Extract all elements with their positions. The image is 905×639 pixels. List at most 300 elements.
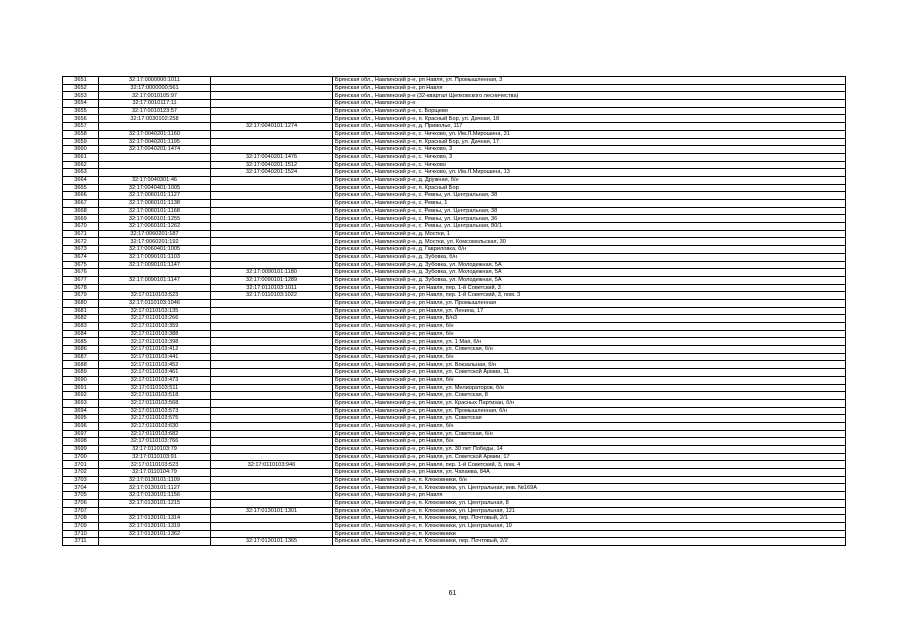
cadastral-number-cell: 32:17:0130101:1319 — [99, 522, 211, 530]
row-number-cell: 3687 — [63, 353, 99, 361]
cadastral-number-cell: 32:17:0110103:573 — [99, 407, 211, 415]
address-cell: Брянская обл., Навлинский р-н, рп Навля, ул. Советской Армии, 17 — [333, 453, 846, 461]
address-cell: Брянская обл., Навлинский р-н, д. Мостки, ул. Комсомольская, 30 — [333, 238, 846, 246]
address-cell: Брянская обл., Навлинский р-н, п. Клюковники — [333, 530, 846, 538]
object-cadastral-number-cell — [211, 453, 333, 461]
table-row — [63, 284, 846, 292]
object-cadastral-number-cell — [211, 399, 333, 407]
object-cadastral-number-cell — [211, 438, 333, 446]
row-number-cell: 3691 — [63, 384, 99, 392]
cadastral-number-cell: 32:17:0110103:461 — [99, 369, 211, 377]
cadastral-number-cell: 32:17:0060101:1127 — [99, 192, 211, 200]
address-cell: Брянская обл., Навлинский р-н, д. Зубовка, ул. Молодежная, 5А — [333, 261, 846, 269]
cadastral-number-cell: 32:17:0090101:1147 — [99, 261, 211, 269]
row-number-cell: 3696 — [63, 422, 99, 430]
address-cell: Брянская обл., Навлинский р-н, п. Клюковники, пер. Почтовый, 2/1 — [333, 515, 846, 523]
row-number-cell: 3698 — [63, 438, 99, 446]
address-cell: Брянская обл., Навлинский р-н, рп Навля, ул. Чапаева, 84А — [333, 469, 846, 477]
row-number-cell: 3701 — [63, 461, 99, 469]
cadastral-number-cell: 32:17:0110103:1046 — [99, 299, 211, 307]
address-cell: Брянская обл., Навлинский р-н, рп Навля, ул. Промышленная — [333, 299, 846, 307]
cadastral-number-cell: 32:17:0110103:575 — [99, 415, 211, 423]
cadastral-number-cell: 32:17:0130101:1215 — [99, 499, 211, 507]
address-cell: Брянская обл., Навлинский р-н, с. Ревны, ул. Центральная, 38 — [333, 192, 846, 200]
address-cell: Брянская обл., Навлинский р-н, п. Клюковники, ул. Центральная, 10 — [333, 522, 846, 530]
table-row — [63, 446, 846, 454]
cadastral-number-cell: 32:17:0110103:398 — [99, 338, 211, 346]
row-number-cell: 3704 — [63, 484, 99, 492]
row-number-cell: 3689 — [63, 369, 99, 377]
table-row — [63, 430, 846, 438]
table-row — [63, 207, 846, 215]
table-row — [63, 176, 846, 184]
table-row — [63, 246, 846, 254]
cadastral-number-cell — [99, 169, 211, 177]
cadastral-number-cell — [99, 123, 211, 131]
table-row — [63, 292, 846, 300]
object-cadastral-number-cell: 32:17:0040201:1512 — [211, 161, 333, 169]
object-cadastral-number-cell — [211, 415, 333, 423]
table-row — [63, 499, 846, 507]
cadastral-number-cell: 32:17:0110103:359 — [99, 323, 211, 331]
cadastral-number-cell: 32:17:0060101:1262 — [99, 223, 211, 231]
object-cadastral-number-cell — [211, 346, 333, 354]
object-cadastral-number-cell — [211, 107, 333, 115]
row-number-cell: 3656 — [63, 115, 99, 123]
row-number-cell: 3660 — [63, 146, 99, 154]
address-cell: Брянская обл., Навлинский р-н, п. Клюковники, б/н — [333, 476, 846, 484]
object-cadastral-number-cell: 32:17:0130101:1365 — [211, 538, 333, 546]
object-cadastral-number-cell — [211, 100, 333, 108]
row-number-cell: 3684 — [63, 330, 99, 338]
address-cell: Брянская обл., Навлинский р-н, рп Навля, ул. Мелиораторов, б/н — [333, 384, 846, 392]
table-row — [63, 422, 846, 430]
row-number-cell: 3688 — [63, 361, 99, 369]
object-cadastral-number-cell — [211, 261, 333, 269]
table-row — [63, 315, 846, 323]
cadastral-number-cell: 32:17:0010123:57 — [99, 107, 211, 115]
row-number-cell: 3708 — [63, 515, 99, 523]
table-row — [63, 200, 846, 208]
table-row — [63, 261, 846, 269]
address-cell: Брянская обл., Навлинский р-н, д. Гавриловка, б/н — [333, 246, 846, 254]
row-number-cell: 3703 — [63, 476, 99, 484]
row-number-cell: 3702 — [63, 469, 99, 477]
table-row — [63, 238, 846, 246]
object-cadastral-number-cell — [211, 92, 333, 100]
object-cadastral-number-cell — [211, 192, 333, 200]
address-cell: Брянская обл., Навлинский р-н (32-квартал Щепковского лесничества) — [333, 92, 846, 100]
cadastral-number-cell: 32:17:0110103:766 — [99, 438, 211, 446]
table-row — [63, 461, 846, 469]
row-number-cell: 3672 — [63, 238, 99, 246]
table-row — [63, 538, 846, 546]
address-cell: Брянская обл., Навлинский р-н, рп Навля, ул. Промышленная, б/н — [333, 407, 846, 415]
cadastral-number-cell: 32:17:0060101:1138 — [99, 200, 211, 208]
row-number-cell: 3699 — [63, 446, 99, 454]
table-row — [63, 153, 846, 161]
row-number-cell: 3710 — [63, 530, 99, 538]
row-number-cell: 3667 — [63, 200, 99, 208]
table-row — [63, 469, 846, 477]
object-cadastral-number-cell — [211, 138, 333, 146]
object-cadastral-number-cell — [211, 238, 333, 246]
row-number-cell: 3654 — [63, 100, 99, 108]
object-cadastral-number-cell — [211, 369, 333, 377]
address-cell: Брянская обл., Навлинский р-н, рп Навля, пер. 1-й Советский, 3, пом. 4 — [333, 461, 846, 469]
object-cadastral-number-cell — [211, 130, 333, 138]
object-cadastral-number-cell — [211, 522, 333, 530]
address-cell: Брянская обл., Навлинский р-н, с. Чичково, 3 — [333, 153, 846, 161]
object-cadastral-number-cell — [211, 84, 333, 92]
cadastral-number-cell: 32:17:0090101:1147 — [99, 276, 211, 284]
object-cadastral-number-cell — [211, 184, 333, 192]
object-cadastral-number-cell — [211, 430, 333, 438]
row-number-cell: 3666 — [63, 192, 99, 200]
address-cell: Брянская обл., Навлинский р-н, п. Клюковники, пер. Почтовый, 2/2 — [333, 538, 846, 546]
cadastral-number-cell — [99, 507, 211, 515]
object-cadastral-number-cell — [211, 492, 333, 500]
address-cell: Брянская обл., Навлинский р-н, д. Дружная, б/н — [333, 176, 846, 184]
cadastral-number-cell: 32:17:0010117:11 — [99, 100, 211, 108]
cadastral-number-cell: 32:17:0130101:1127 — [99, 484, 211, 492]
row-number-cell: 3655 — [63, 107, 99, 115]
table-row — [63, 369, 846, 377]
table-row — [63, 146, 846, 154]
object-cadastral-number-cell: 32:17:0110103:1022 — [211, 292, 333, 300]
cadastral-number-cell: 32:17:0130101:1156 — [99, 492, 211, 500]
object-cadastral-number-cell: 32:17:0040201:1524 — [211, 169, 333, 177]
address-cell: Брянская обл., Навлинский р-н, рп Навля, ул. Советская, 8 — [333, 392, 846, 400]
row-number-cell: 3692 — [63, 392, 99, 400]
address-cell: Брянская обл., Навлинский р-н, с. Ревны, 1 — [333, 200, 846, 208]
address-cell: Брянская обл., Навлинский р-н, п. Красный Бор, ул. Дачная, 18 — [333, 115, 846, 123]
address-cell: Брянская обл., Навлинский р-н, с. Борщево — [333, 107, 846, 115]
cadastral-number-cell: 32:17:0110103:523 — [99, 461, 211, 469]
table-row — [63, 215, 846, 223]
row-number-cell: 3706 — [63, 499, 99, 507]
table-row — [63, 276, 846, 284]
address-cell: Брянская обл., Навлинский р-н — [333, 100, 846, 108]
address-cell: Брянская обл., Навлинский р-н, рп Навля, пер. 1-й Советский, 3 — [333, 284, 846, 292]
object-cadastral-number-cell — [211, 476, 333, 484]
address-cell: Брянская обл., Навлинский р-н, д. Зубовка, ул. Молодежная, 5А — [333, 276, 846, 284]
table-row — [63, 192, 846, 200]
table-row — [63, 392, 846, 400]
object-cadastral-number-cell — [211, 407, 333, 415]
cadastral-number-cell: 32:17:0060401:1005 — [99, 246, 211, 254]
object-cadastral-number-cell — [211, 246, 333, 254]
object-cadastral-number-cell — [211, 115, 333, 123]
cadastral-number-cell: 32:17:0110103:682 — [99, 430, 211, 438]
row-number-cell: 3671 — [63, 230, 99, 238]
cadastral-number-cell: 32:17:0130101:1109 — [99, 476, 211, 484]
table-row — [63, 323, 846, 331]
row-number-cell: 3675 — [63, 261, 99, 269]
row-number-cell: 3694 — [63, 407, 99, 415]
cadastral-number-cell: 32:17:0110103:79 — [99, 446, 211, 454]
row-number-cell: 3700 — [63, 453, 99, 461]
table-row — [63, 399, 846, 407]
address-cell: Брянская обл., Навлинский р-н, рп Навля — [333, 84, 846, 92]
cadastral-number-cell: 32:17:0110103:412 — [99, 346, 211, 354]
cadastral-number-cell: 32:17:0110103:473 — [99, 376, 211, 384]
cadastral-number-cell: 32:17:0110103:523 — [99, 292, 211, 300]
cadastral-number-cell: 32:17:0060101:1168 — [99, 207, 211, 215]
row-number-cell: 3677 — [63, 276, 99, 284]
address-cell: Брянская обл., Навлинский р-н, рп Навля, ул. Советская, б/н — [333, 430, 846, 438]
cadastral-number-cell: 32:17:0040401:1005 — [99, 184, 211, 192]
row-number-cell: 3653 — [63, 92, 99, 100]
object-cadastral-number-cell — [211, 446, 333, 454]
table-row — [63, 92, 846, 100]
table-row — [63, 530, 846, 538]
address-cell: Брянская обл., Навлинский р-н, рп Навля, ул. Советская, б/н — [333, 346, 846, 354]
cadastral-number-cell: 32:17:0110104:79 — [99, 469, 211, 477]
address-cell: Брянская обл., Навлинский р-н, д. Приволье, 117 — [333, 123, 846, 131]
row-number-cell: 3711 — [63, 538, 99, 546]
address-cell: Брянская обл., Навлинский р-н, рп Навля, ул. Советской Армии, 11 — [333, 369, 846, 377]
address-cell: Брянская обл., Навлинский р-н, рп Навля — [333, 492, 846, 500]
cadastral-number-cell: 32:17:0110103:518 — [99, 392, 211, 400]
object-cadastral-number-cell: 32:17:0110103:946 — [211, 461, 333, 469]
row-number-cell: 3683 — [63, 323, 99, 331]
table-row — [63, 376, 846, 384]
row-number-cell: 3695 — [63, 415, 99, 423]
table-row — [63, 77, 846, 85]
address-cell: Брянская обл., Навлинский р-н, с. Ревны, ул. Центральная, 80/1 — [333, 223, 846, 231]
table-row — [63, 346, 846, 354]
address-cell: Брянская обл., Навлинский р-н, рп Навля, ул. Красных Партизан, б/н — [333, 399, 846, 407]
object-cadastral-number-cell: 32:17:0130101:1301 — [211, 507, 333, 515]
row-number-cell: 3685 — [63, 338, 99, 346]
cadastral-number-cell: 32:17:0040201:1474 — [99, 146, 211, 154]
row-number-cell: 3662 — [63, 161, 99, 169]
address-cell: Брянская обл., Навлинский р-н, с. Ревны, ул. Центральная, 36 — [333, 215, 846, 223]
address-cell: Брянская обл., Навлинский р-н, с. Чичково — [333, 161, 846, 169]
row-number-cell: 3664 — [63, 176, 99, 184]
cadastral-number-cell — [99, 269, 211, 277]
row-number-cell: 3674 — [63, 253, 99, 261]
cadastral-number-cell: 32:17:0090101:1103 — [99, 253, 211, 261]
object-cadastral-number-cell — [211, 146, 333, 154]
object-cadastral-number-cell — [211, 484, 333, 492]
address-cell: Брянская обл., Навлинский р-н, с. Чичково, 3 — [333, 146, 846, 154]
object-cadastral-number-cell — [211, 338, 333, 346]
row-number-cell: 3669 — [63, 215, 99, 223]
cadastral-number-cell: 32:17:0110103:511 — [99, 384, 211, 392]
table-row — [63, 169, 846, 177]
cadastral-number-cell — [99, 153, 211, 161]
object-cadastral-number-cell — [211, 223, 333, 231]
table-row — [63, 361, 846, 369]
cadastral-number-cell: 32:17:0000000:561 — [99, 84, 211, 92]
table-row — [63, 115, 846, 123]
table-row — [63, 415, 846, 423]
row-number-cell: 3665 — [63, 184, 99, 192]
object-cadastral-number-cell: 32:17:0040101:1274 — [211, 123, 333, 131]
row-number-cell: 3681 — [63, 307, 99, 315]
object-cadastral-number-cell — [211, 315, 333, 323]
cadastral-number-cell: 32:17:0130101:1362 — [99, 530, 211, 538]
address-cell: Брянская обл., Навлинский р-н, рп Навля, ул. Промышленная, 3 — [333, 77, 846, 85]
table-row — [63, 269, 846, 277]
table-row — [63, 522, 846, 530]
row-number-cell: 3680 — [63, 299, 99, 307]
object-cadastral-number-cell — [211, 422, 333, 430]
table-row — [63, 476, 846, 484]
object-cadastral-number-cell — [211, 353, 333, 361]
row-number-cell: 3652 — [63, 84, 99, 92]
table-row — [63, 453, 846, 461]
row-number-cell: 3668 — [63, 207, 99, 215]
page-number: 61 — [448, 590, 457, 597]
object-cadastral-number-cell: 32:17:0090101:1289 — [211, 276, 333, 284]
row-number-cell: 3658 — [63, 130, 99, 138]
table-row — [63, 507, 846, 515]
address-cell: Брянская обл., Навлинский р-н, д. Зубовка, б/н — [333, 253, 846, 261]
table-row — [63, 138, 846, 146]
table-row — [63, 484, 846, 492]
address-cell: Брянская обл., Навлинский р-н, рп Навля, ул. Советская — [333, 415, 846, 423]
address-cell: Брянская обл., Навлинский р-н, с. Ревны, ул. Центральная, 38 — [333, 207, 846, 215]
address-cell: Брянская обл., Навлинский р-н, п. Клюковники, ул. Центральная, 8 — [333, 499, 846, 507]
cadastral-number-cell: 32:17:0040201:1195 — [99, 138, 211, 146]
cadastral-number-cell: 32:17:0060201:187 — [99, 230, 211, 238]
table-row — [63, 492, 846, 500]
cadastral-number-cell: 32:17:0130101:1314 — [99, 515, 211, 523]
row-number-cell: 3679 — [63, 292, 99, 300]
object-cadastral-number-cell: 32:17:0110103:1011 — [211, 284, 333, 292]
address-cell: Брянская обл., Навлинский р-н, рп Навля, ул. 1 Мая, б/н — [333, 338, 846, 346]
cadastral-number-cell: 32:17:0110103:388 — [99, 330, 211, 338]
row-number-cell: 3673 — [63, 246, 99, 254]
object-cadastral-number-cell — [211, 253, 333, 261]
table-row — [63, 230, 846, 238]
table-row — [63, 84, 846, 92]
table-row — [63, 161, 846, 169]
row-number-cell: 3670 — [63, 223, 99, 231]
row-number-cell: 3663 — [63, 169, 99, 177]
cadastral-number-cell: 32:17:0030102:258 — [99, 115, 211, 123]
object-cadastral-number-cell: 32:17:0040201:1476 — [211, 153, 333, 161]
cadastral-number-cell: 32:17:0110103:135 — [99, 307, 211, 315]
row-number-cell: 3707 — [63, 507, 99, 515]
object-cadastral-number-cell — [211, 299, 333, 307]
row-number-cell: 3705 — [63, 492, 99, 500]
table-row — [63, 330, 846, 338]
registry-table — [62, 76, 846, 546]
table-row — [63, 384, 846, 392]
address-cell: Брянская обл., Навлинский р-н, рп Навля, б/н — [333, 353, 846, 361]
cadastral-number-cell: 32:17:0110103:266 — [99, 315, 211, 323]
cadastral-number-cell — [99, 538, 211, 546]
table-row — [63, 438, 846, 446]
object-cadastral-number-cell — [211, 515, 333, 523]
cadastral-number-cell: 32:17:0060101:1255 — [99, 215, 211, 223]
table-row — [63, 338, 846, 346]
row-number-cell: 3659 — [63, 138, 99, 146]
cadastral-number-cell: 32:17:0010105:97 — [99, 92, 211, 100]
row-number-cell: 3686 — [63, 346, 99, 354]
table-row — [63, 515, 846, 523]
table-row — [63, 253, 846, 261]
table-row — [63, 299, 846, 307]
address-cell: Брянская обл., Навлинский р-н, п. Красный Бор, ул. Дачная, 17 — [333, 138, 846, 146]
address-cell: Брянская обл., Навлинский р-н, рп Навля, пер. 1-й Советский, 3, пом. 3 — [333, 292, 846, 300]
table-row — [63, 130, 846, 138]
cadastral-number-cell — [99, 161, 211, 169]
row-number-cell: 3693 — [63, 399, 99, 407]
address-cell: Брянская обл., Навлинский р-н, рп Навля, б/н — [333, 330, 846, 338]
address-cell: Брянская обл., Навлинский р-н, с. Чичково, ул. Им.Л.Мирошина, 13 — [333, 169, 846, 177]
table-row — [63, 100, 846, 108]
table-row — [63, 107, 846, 115]
object-cadastral-number-cell — [211, 230, 333, 238]
object-cadastral-number-cell — [211, 207, 333, 215]
address-cell: Брянская обл., Навлинский р-н, п. Красный Бор — [333, 184, 846, 192]
address-cell: Брянская обл., Навлинский р-н, д. Мостки, 1 — [333, 230, 846, 238]
table-row — [63, 307, 846, 315]
cadastral-number-cell — [99, 284, 211, 292]
table-row — [63, 123, 846, 131]
address-cell: Брянская обл., Навлинский р-н, п. Клюковники, ул. Центральная, инв. №169А — [333, 484, 846, 492]
row-number-cell: 3678 — [63, 284, 99, 292]
cadastral-number-cell: 32:17:0040201:1160 — [99, 130, 211, 138]
row-number-cell: 3682 — [63, 315, 99, 323]
object-cadastral-number-cell — [211, 307, 333, 315]
table-row — [63, 223, 846, 231]
row-number-cell: 3690 — [63, 376, 99, 384]
address-cell: Брянская обл., Навлинский р-н, рп Навля, Б/н3 — [333, 315, 846, 323]
object-cadastral-number-cell — [211, 530, 333, 538]
object-cadastral-number-cell — [211, 384, 333, 392]
table-row — [63, 407, 846, 415]
object-cadastral-number-cell — [211, 77, 333, 85]
cadastral-number-cell: 32:17:0000000:1011 — [99, 77, 211, 85]
address-cell: Брянская обл., Навлинский р-н, рп Навля, б/н — [333, 376, 846, 384]
row-number-cell: 3709 — [63, 522, 99, 530]
address-cell: Брянская обл., Навлинский р-н, рп Навля, ул. Вокзальная, б/н — [333, 361, 846, 369]
object-cadastral-number-cell — [211, 392, 333, 400]
address-cell: Брянская обл., Навлинский р-н, рп Навля, б/н — [333, 422, 846, 430]
cadastral-number-cell: 32:17:0060201:192 — [99, 238, 211, 246]
row-number-cell: 3661 — [63, 153, 99, 161]
row-number-cell: 3676 — [63, 269, 99, 277]
row-number-cell: 3651 — [63, 77, 99, 85]
cadastral-number-cell: 32:17:0110103:91 — [99, 453, 211, 461]
object-cadastral-number-cell — [211, 376, 333, 384]
row-number-cell: 3657 — [63, 123, 99, 131]
object-cadastral-number-cell — [211, 215, 333, 223]
address-cell: Брянская обл., Навлинский р-н, рп Навля, б/н — [333, 438, 846, 446]
object-cadastral-number-cell: 32:17:0090101:1180 — [211, 269, 333, 277]
address-cell: Брянская обл., Навлинский р-н, рп Навля, ул. Ленина, 17 — [333, 307, 846, 315]
address-cell: Брянская обл., Навлинский р-н, рп Навля, б/н — [333, 323, 846, 331]
object-cadastral-number-cell — [211, 176, 333, 184]
table-row — [63, 184, 846, 192]
cadastral-number-cell: 32:17:0110103:452 — [99, 361, 211, 369]
cadastral-number-cell: 32:17:0110103:441 — [99, 353, 211, 361]
address-cell: Брянская обл., Навлинский р-н, с. Чичково, ул. Им.Л.Мирошина, 31 — [333, 130, 846, 138]
cadastral-number-cell: 32:17:0040301:46 — [99, 176, 211, 184]
row-number-cell: 3697 — [63, 430, 99, 438]
object-cadastral-number-cell — [211, 200, 333, 208]
object-cadastral-number-cell — [211, 323, 333, 331]
object-cadastral-number-cell — [211, 361, 333, 369]
object-cadastral-number-cell — [211, 499, 333, 507]
cadastral-number-cell: 32:17:0110103:630 — [99, 422, 211, 430]
